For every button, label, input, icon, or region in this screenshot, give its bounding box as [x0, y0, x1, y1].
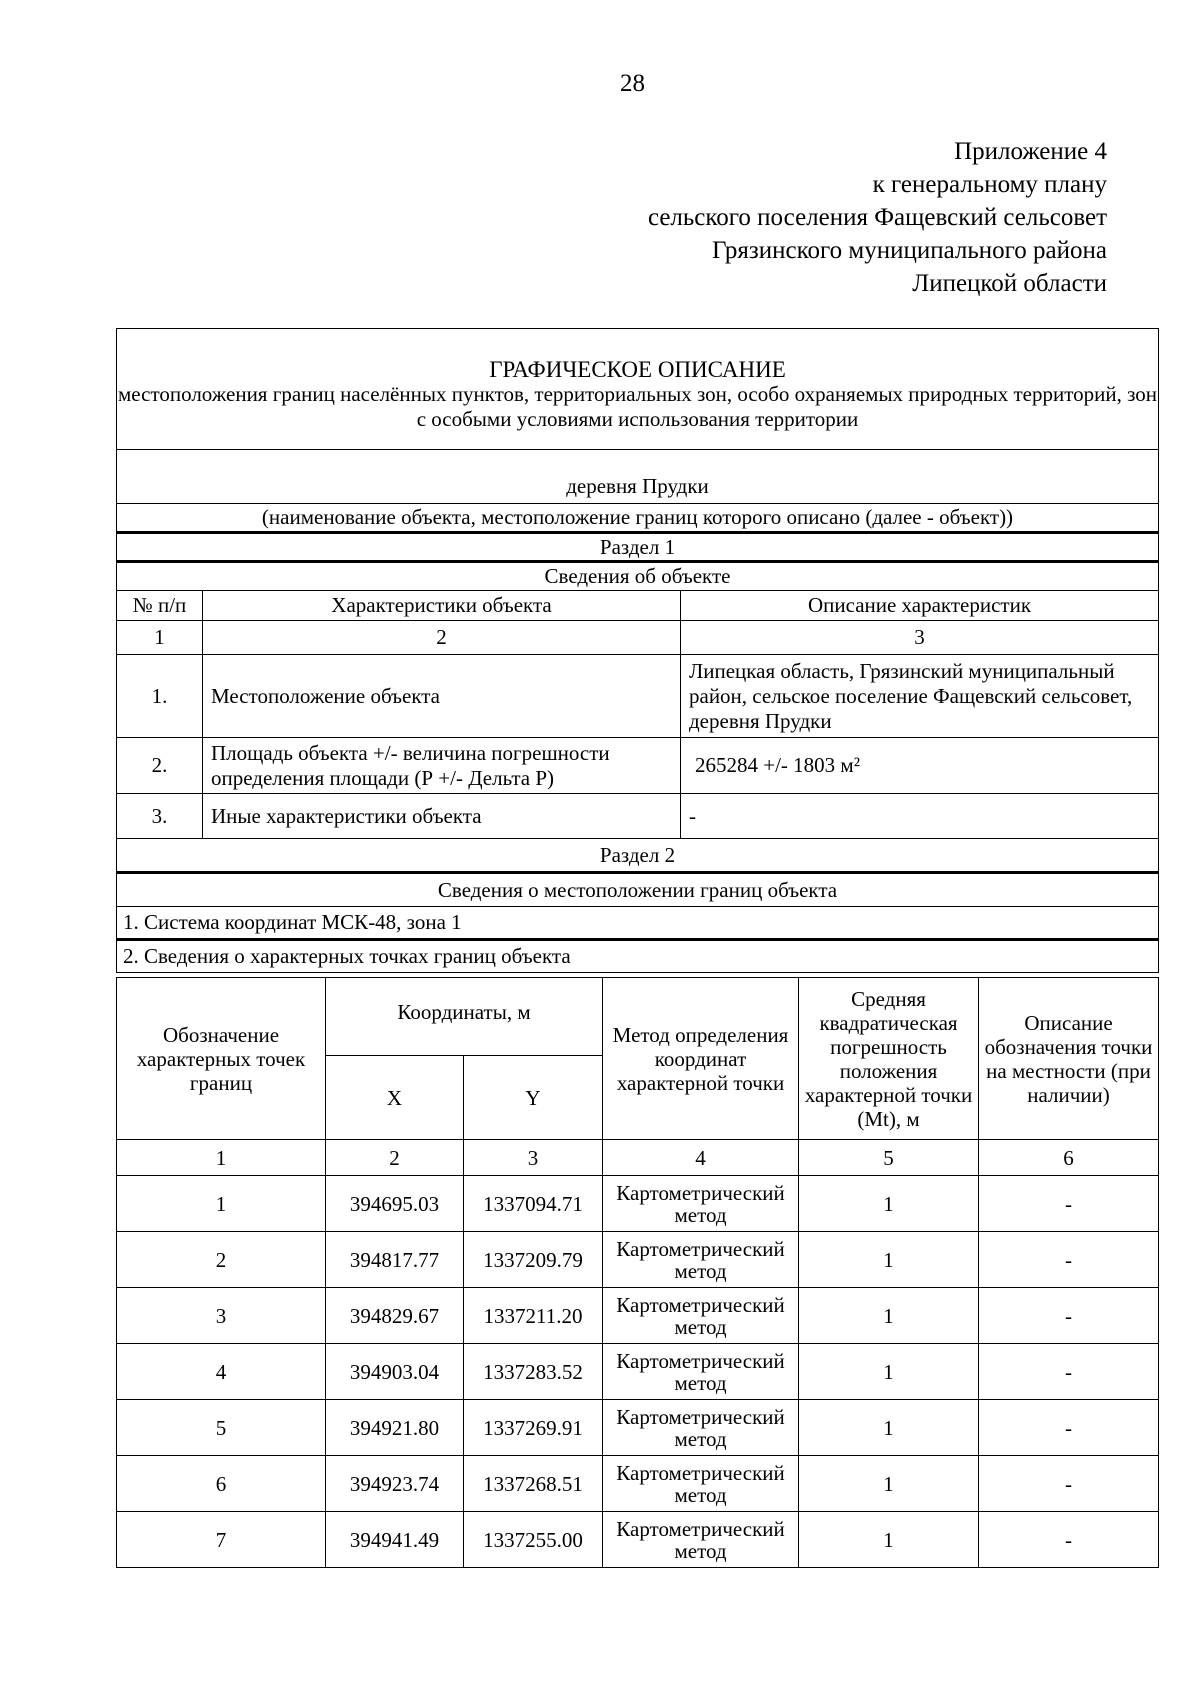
- point-mt: 1: [799, 1512, 979, 1568]
- accuracy-header: Средняя квадратическая погрешность положения характерной точки (Mt), м: [799, 978, 979, 1140]
- point-x: 394829.67: [326, 1288, 464, 1344]
- point-id: 7: [117, 1512, 326, 1568]
- point-method: Картометрический метод: [603, 1344, 799, 1400]
- point-mt: 1: [799, 1232, 979, 1288]
- point-id: 2: [117, 1232, 326, 1288]
- designation-header: Обозначение характерных точек границ: [117, 978, 326, 1140]
- table-cell: Площадь объекта +/- величина погрешности определения площади (Р +/- Дельта Р): [203, 738, 681, 794]
- column-number: 4: [603, 1140, 799, 1176]
- point-id: 5: [117, 1400, 326, 1456]
- table-cell: 1.: [117, 655, 203, 738]
- section1-subtitle: Сведения об объекте: [117, 562, 1159, 591]
- point-mt: 1: [799, 1456, 979, 1512]
- point-description: -: [979, 1232, 1159, 1288]
- table-cell: -: [681, 794, 1159, 839]
- point-y: 1337211.20: [464, 1288, 603, 1344]
- point-mt: 1: [799, 1176, 979, 1232]
- point-id: 1: [117, 1176, 326, 1232]
- point-id: 6: [117, 1456, 326, 1512]
- appendix-header: [648, 135, 1107, 300]
- column-number: 1: [117, 1140, 326, 1176]
- point-y: 1337209.79: [464, 1232, 603, 1288]
- column-header: Характеристики объекта: [203, 591, 681, 621]
- table-row: [117, 1400, 1159, 1456]
- point-description: -: [979, 1344, 1159, 1400]
- table-row: [117, 1288, 1159, 1344]
- point-description: -: [979, 1400, 1159, 1456]
- method-header: Метод определения координат характерной точки: [603, 978, 799, 1140]
- point-method: Картометрический метод: [603, 1400, 799, 1456]
- coordinate-system: 1. Система координат МСК-48, зона 1: [117, 907, 1159, 940]
- appendix-line: Приложение 4: [954, 138, 1107, 165]
- table-cell: Иные характеристики объекта: [203, 794, 681, 839]
- point-description: -: [979, 1176, 1159, 1232]
- point-method: Картометрический метод: [603, 1176, 799, 1232]
- table-row: [117, 1344, 1159, 1400]
- column-number: 3: [681, 621, 1159, 655]
- point-y: 1337094.71: [464, 1176, 603, 1232]
- point-x: 394903.04: [326, 1344, 464, 1400]
- column-number: 6: [979, 1140, 1159, 1176]
- point-y: 1337269.91: [464, 1400, 603, 1456]
- point-x: 394695.03: [326, 1176, 464, 1232]
- table-cell: 2.: [117, 738, 203, 794]
- section1-title: Раздел 1: [117, 533, 1159, 562]
- point-x: 394817.77: [326, 1232, 464, 1288]
- appendix-line: Грязинского муниципального района: [712, 237, 1107, 264]
- column-number: 2: [326, 1140, 464, 1176]
- object-name: деревня Прудки: [117, 450, 1159, 504]
- document-title: ГРАФИЧЕСКОЕ ОПИСАНИЕ: [489, 356, 786, 382]
- document-subtitle: местоположения границ населённых пунктов, территориальных зон, особо охраняемых природных территорий, зон с особыми условиями использования территории: [118, 381, 1157, 431]
- table-row: [117, 1456, 1159, 1512]
- column-header: Описание характеристик: [681, 591, 1159, 621]
- coordinates-header: Координаты, м: [326, 978, 603, 1056]
- point-x: 394921.80: [326, 1400, 464, 1456]
- point-mt: 1: [799, 1400, 979, 1456]
- table-cell: Липецкая область, Грязинский муниципальный район, сельское поселение Фащевский сельсовет, деревня Прудки: [681, 655, 1159, 738]
- point-method: Картометрический метод: [603, 1456, 799, 1512]
- point-mt: 1: [799, 1288, 979, 1344]
- object-info-table: [116, 328, 1159, 973]
- point-y: 1337268.51: [464, 1456, 603, 1512]
- point-id: 4: [117, 1344, 326, 1400]
- column-number: 5: [799, 1140, 979, 1176]
- table-cell: Местоположение объекта: [203, 655, 681, 738]
- point-method: Картометрический метод: [603, 1288, 799, 1344]
- column-number: 2: [203, 621, 681, 655]
- point-method: Картометрический метод: [603, 1232, 799, 1288]
- table-row: [117, 1176, 1159, 1232]
- point-id: 3: [117, 1288, 326, 1344]
- point-method: Картометрический метод: [603, 1512, 799, 1568]
- point-description: -: [979, 1288, 1159, 1344]
- point-description: -: [979, 1512, 1159, 1568]
- appendix-line: к генеральному плану: [872, 171, 1107, 198]
- table-row: [117, 1232, 1159, 1288]
- table-row: [117, 1512, 1159, 1568]
- appendix-line: сельского поселения Фащевский сельсовет: [647, 204, 1107, 231]
- object-caption: (наименование объекта, местоположение границ которого описано (далее - объект)): [117, 504, 1159, 533]
- document-heading: [117, 329, 1159, 450]
- table-cell: 265284 +/- 1803 м²: [681, 738, 1159, 794]
- column-number: 1: [117, 621, 203, 655]
- table-cell: 3.: [117, 794, 203, 839]
- appendix-line: Липецкой области: [912, 270, 1107, 297]
- point-mt: 1: [799, 1344, 979, 1400]
- column-number: 3: [464, 1140, 603, 1176]
- x-header: X: [326, 1056, 464, 1140]
- y-header: Y: [464, 1056, 603, 1140]
- boundary-points-table: [116, 977, 1159, 1568]
- page-number: 28: [620, 70, 645, 97]
- point-y: 1337283.52: [464, 1344, 603, 1400]
- description-header: Описание обозначения точки на местности (при наличии): [979, 978, 1159, 1140]
- point-x: 394941.49: [326, 1512, 464, 1568]
- section2-subtitle: Сведения о местоположении границ объекта: [117, 873, 1159, 907]
- points-caption: 2. Сведения о характерных точках границ объекта: [117, 940, 1159, 973]
- column-header: № п/п: [117, 591, 203, 621]
- point-x: 394923.74: [326, 1456, 464, 1512]
- point-y: 1337255.00: [464, 1512, 603, 1568]
- section2-title: Раздел 2: [117, 839, 1159, 873]
- point-description: -: [979, 1456, 1159, 1512]
